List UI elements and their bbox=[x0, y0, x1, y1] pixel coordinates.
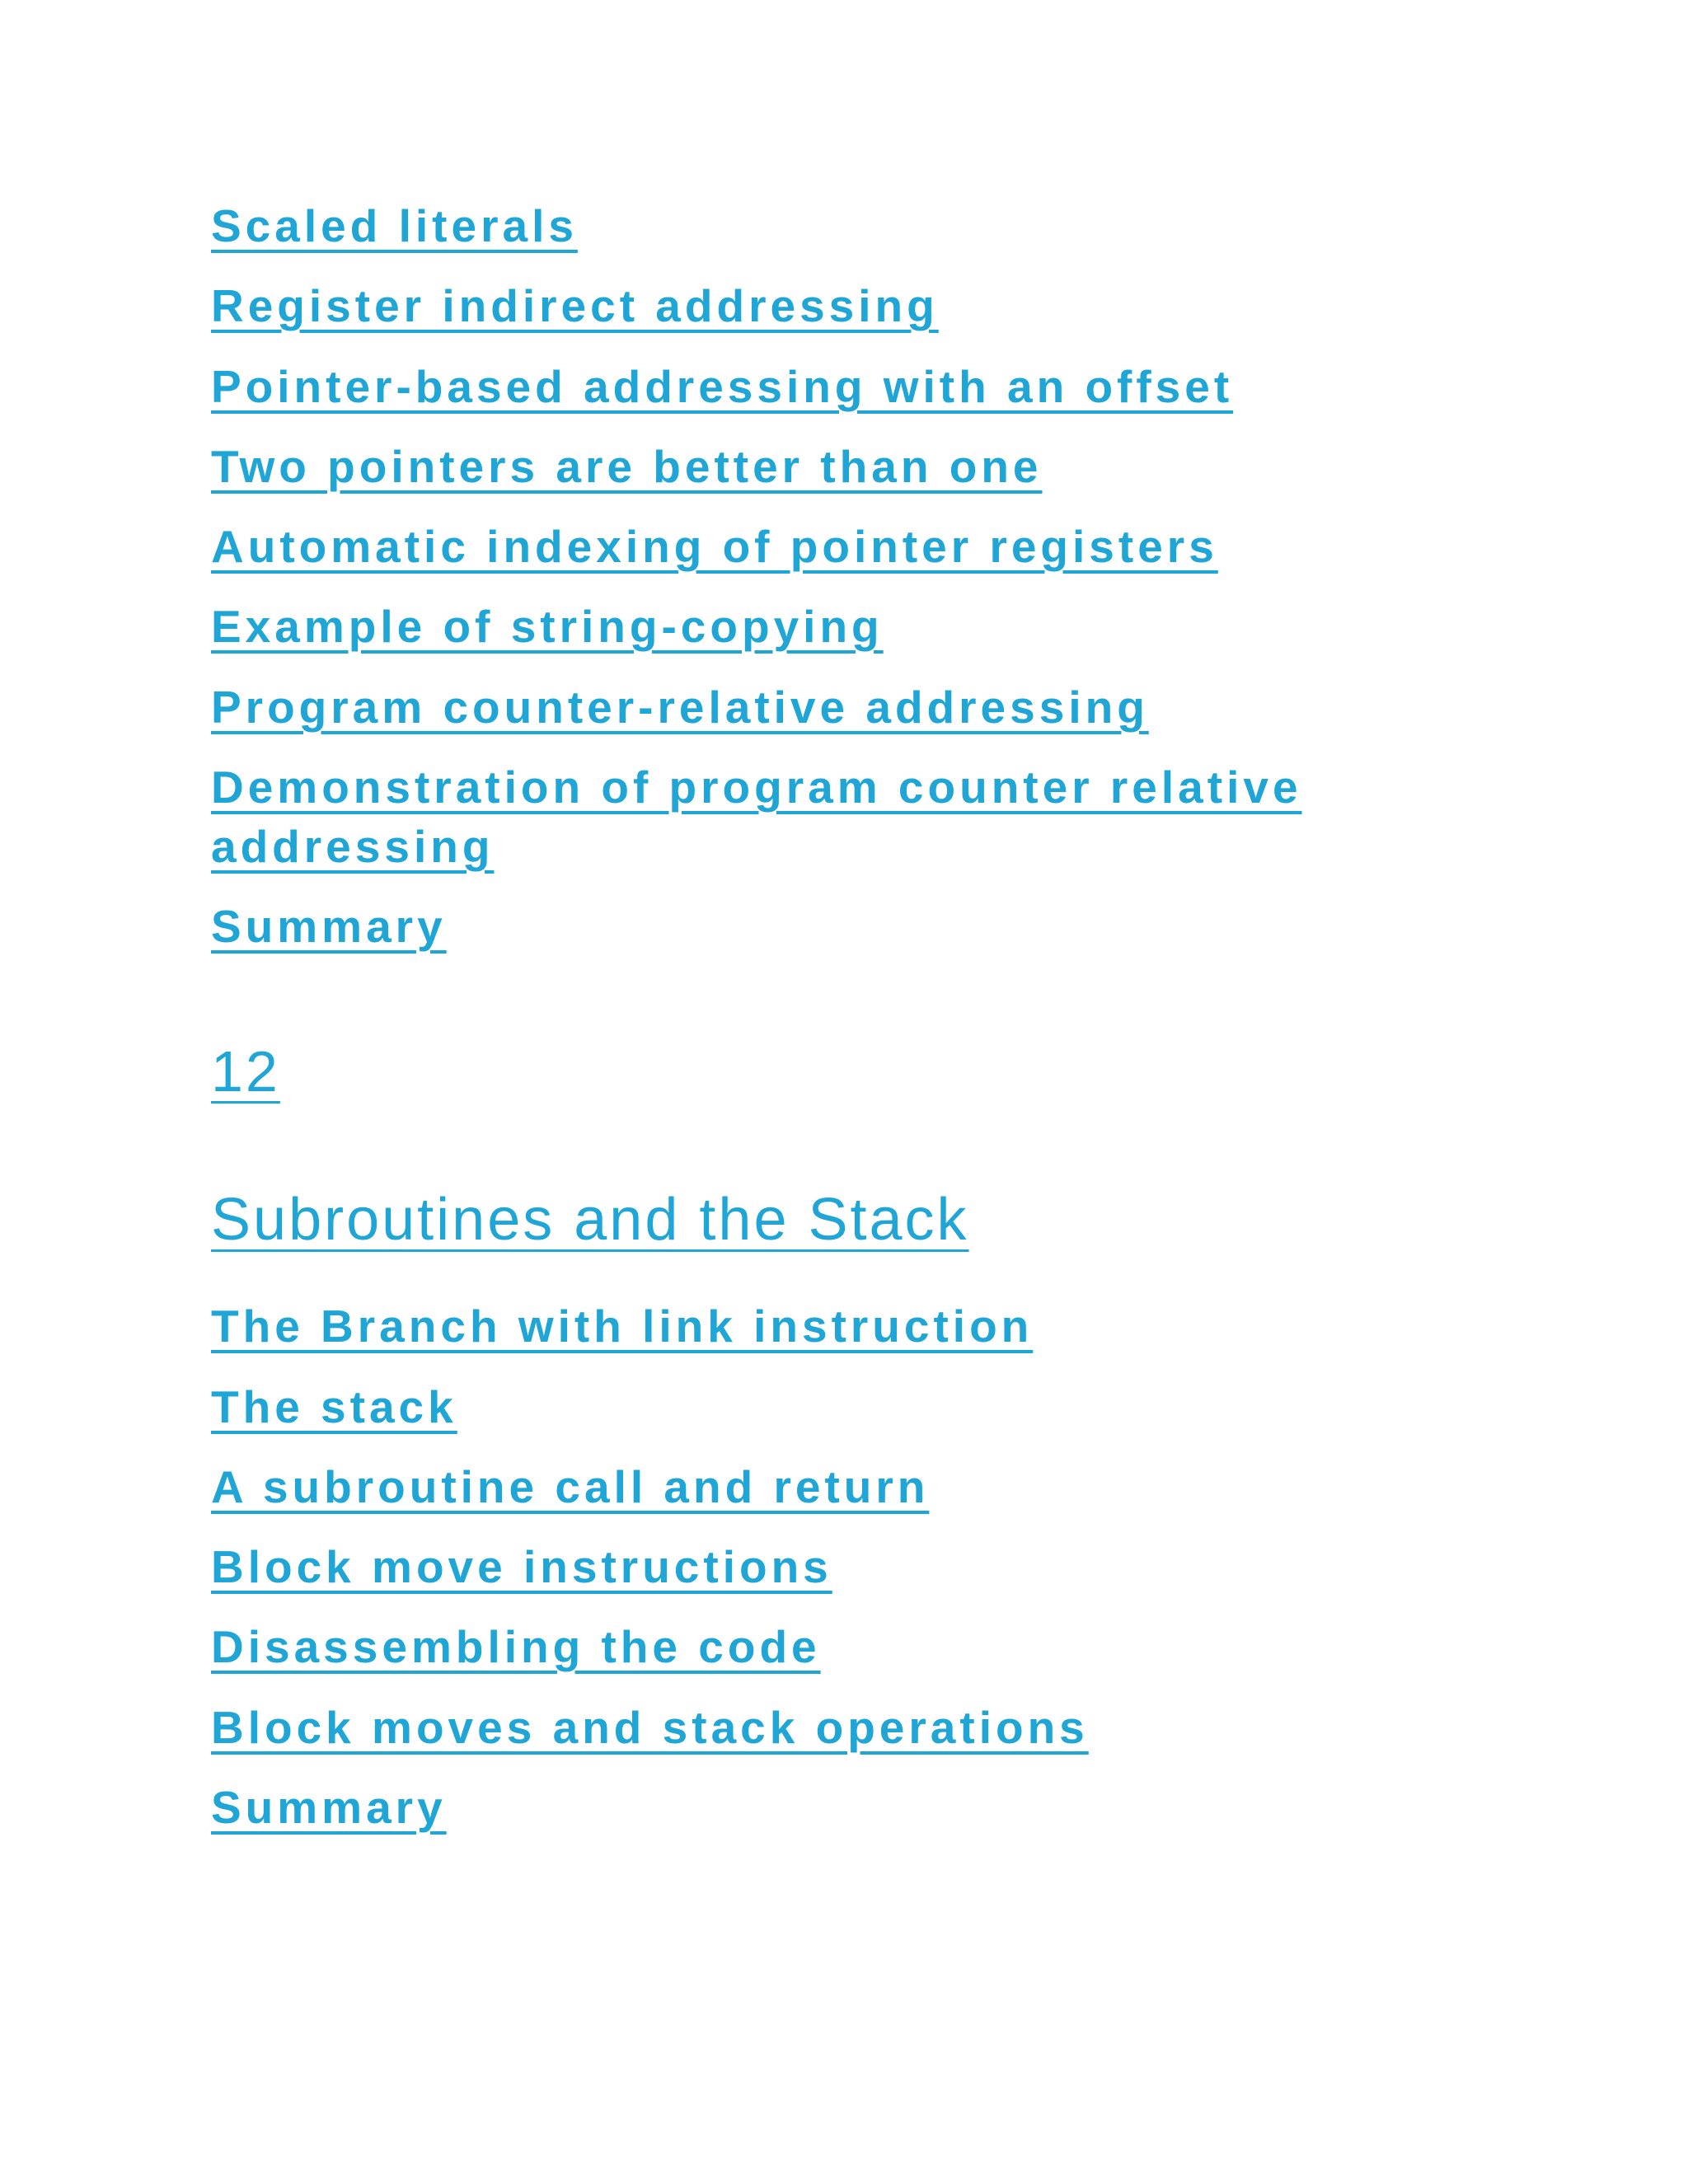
chapter-number[interactable]: 12 bbox=[211, 1039, 280, 1104]
toc-link-summary-prev[interactable]: Summary bbox=[211, 901, 447, 952]
toc-link-summary[interactable]: Summary bbox=[211, 1782, 447, 1833]
toc-link-scaled-literals[interactable]: Scaled literals bbox=[211, 200, 578, 251]
toc-link-register-indirect-addressing[interactable]: Register indirect addressing bbox=[211, 280, 939, 331]
chapter-title[interactable]: Subroutines and the Stack bbox=[211, 1187, 969, 1253]
toc-link-block-move-instructions[interactable]: Block move instructions bbox=[211, 1541, 832, 1592]
toc-link-subroutine-call-return[interactable]: A subroutine call and return bbox=[211, 1461, 930, 1512]
toc-link-the-stack[interactable]: The stack bbox=[211, 1381, 457, 1432]
toc-link-two-pointers[interactable]: Two pointers are better than one bbox=[211, 441, 1043, 492]
toc-link-disassembling-code[interactable]: Disassembling the code bbox=[211, 1621, 821, 1672]
toc-link-pc-relative-demo[interactable]: Demonstration of program counter relative addressing bbox=[211, 762, 1302, 872]
toc-link-block-moves-stack-ops[interactable]: Block moves and stack operations bbox=[211, 1702, 1089, 1753]
toc-link-automatic-indexing[interactable]: Automatic indexing of pointer registers bbox=[211, 521, 1218, 572]
toc-link-pc-relative-addressing[interactable]: Program counter-relative addressing bbox=[211, 682, 1149, 733]
toc-link-branch-with-link[interactable]: The Branch with link instruction bbox=[211, 1301, 1034, 1352]
toc-link-pointer-based-addressing[interactable]: Pointer-based addressing with an offset bbox=[211, 361, 1234, 412]
toc-link-string-copying[interactable]: Example of string-copying bbox=[211, 601, 884, 652]
